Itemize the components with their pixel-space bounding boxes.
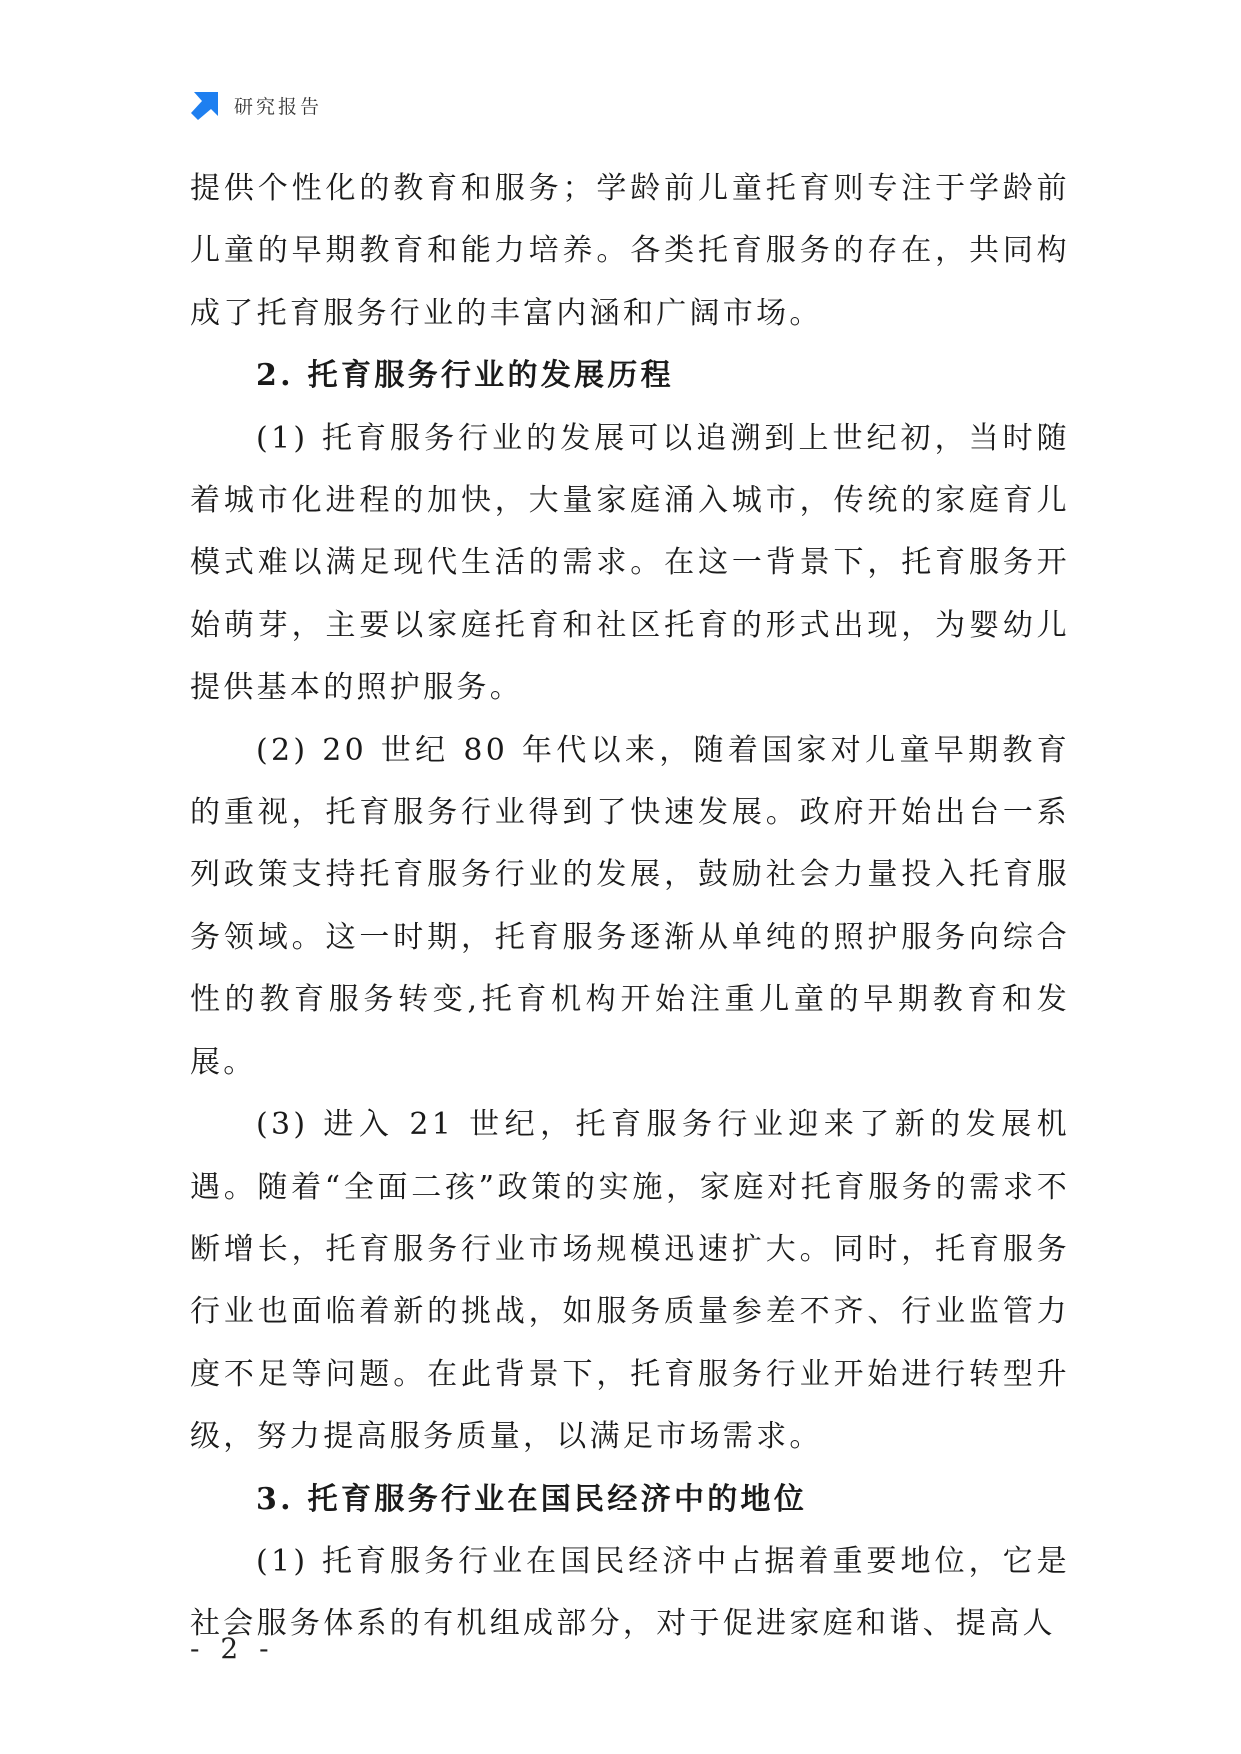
paragraph-continuation: 提供个性化的教育和服务；学龄前儿童托育则专注于学龄前儿童的早期教育和能力培养。各类托育服务的存在，共同构成了托育服务行业的丰富内涵和广阔市场。 [190, 171, 1070, 331]
report-header [190, 88, 322, 122]
section-heading-2: 2. 托育服务行业的发展历程 [256, 358, 674, 394]
paragraph-economy-1: (1) 托育服务行业在国民经济中占据着重要地位，它是社会服务体系的有机组成部分，对于促进家庭和谐、提高人 [190, 1543, 1070, 1642]
section-heading-3: 3. 托育服务行业在国民经济中的地位 [256, 1481, 808, 1517]
paragraph-history-2: (2) 20 世纪 80 年代以来，随着国家对儿童早期教育的重视，托育服务行业得到了快速发展。政府开始出台一系列政策支持托育服务行业的发展，鼓励社会力量投入托育服务领域。这一时期，托育服务逐渐从单纯的照护服务向综合性的教育服务转变,托育机构开始注重儿童的早期教育和发展。 [190, 732, 1070, 1080]
paragraph-history-1: (1) 托育服务行业的发展可以追溯到上世纪初，当时随着城市化进程的加快，大量家庭涌入城市，传统的家庭育儿模式难以满足现代生活的需求。在这一背景下，托育服务开始萌芽，主要以家庭托育和社区托育的形式出现，为婴幼儿提供基本的照护服务。 [190, 420, 1070, 706]
header-title: 研究报告 [234, 95, 323, 118]
paragraph-history-3: (3) 进入 21 世纪，托育服务行业迎来了新的发展机遇。随着“全面二孩”政策的实施，家庭对托育服务的需求不断增长，托育服务行业市场规模迅速扩大。同时，托育服务行业也面临着新的挑战，如服务质量参差不齐、行业监管力度不足等问题。在此背景下，托育服务行业开始进行转型升级，努力提高服务质量，以满足市场需求。 [190, 1107, 1070, 1455]
page-number: - 2 - [190, 1632, 275, 1665]
document-body [190, 158, 1070, 1656]
arrow-logo-icon [190, 90, 220, 120]
